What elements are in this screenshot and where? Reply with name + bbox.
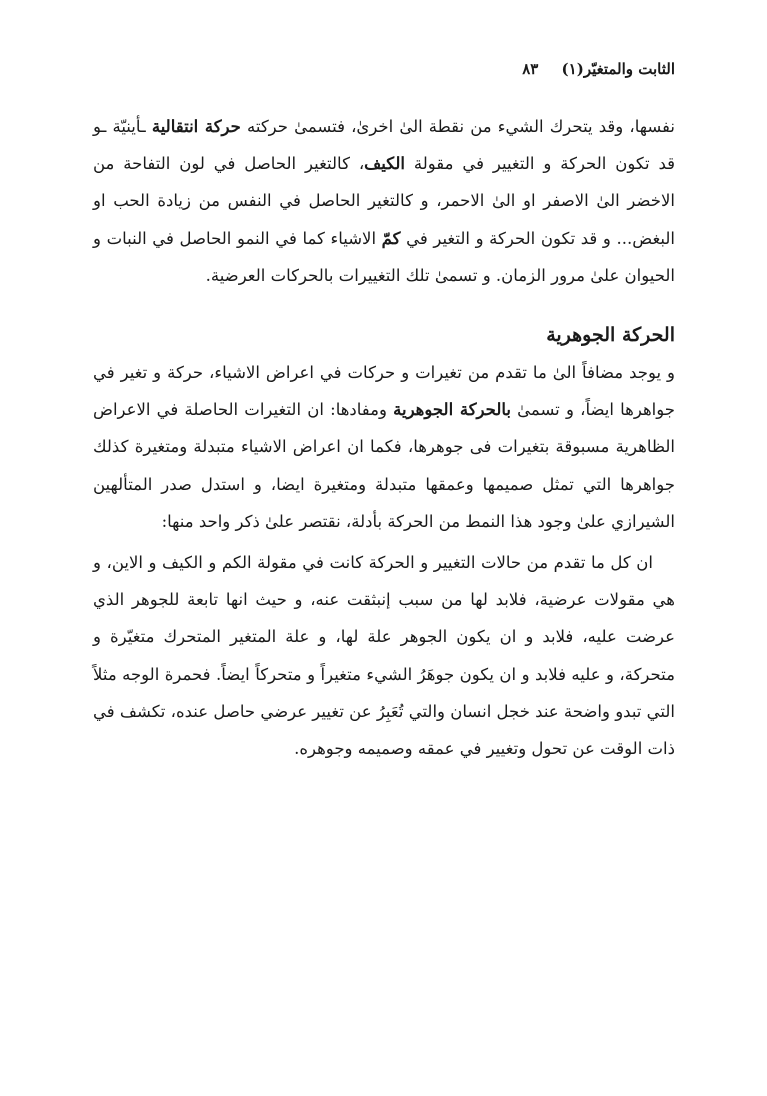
paragraph-text: ـأينيّة ـو قد تكون الحركة و التغيير في مقولة <box>93 117 675 174</box>
chapter-title: الثابت والمتغيّر(١) <box>561 60 675 78</box>
paragraph-argument: ان كل ما تقدم من حالات التغيير و الحركة كانت في مقولة الكم و الكيف و الاين، و هي مقولات عرضية، فلابد لها من سبب إنبثقت عنه، و حيث انها تابعة للجوهر الذي عرضت عليه، فلابد و ان يكون الجوهر علة لها، و علة المتغير المتحرك متغيّرة و متحركة، و عليه فلابد و ان يكون جوهَرُ الشيء متغيراً و متحركاً ايضاً. فحمرة الوجه مثلاً التي تبدو واضحة عند خجل انسان والتي تُعَبِرُ عن تغيير عرضي حاصل عنده، تكشف في ذات الوقت عن تحول وتغيير في عمقه وصميمه وجوهره. <box>93 553 675 759</box>
paragraph-text: و يوجد مضافاً الىٰ ما تقدم من تغيرات و حركات في اعراض الاشياء، حركة و تغير في جواهرها ايضاً، و تسمىٰ <box>93 363 675 420</box>
paragraph-text: نفسها، وقد يتحرك الشيء من نقطة الىٰ اخرىٰ، فتسمىٰ حركته <box>240 117 675 136</box>
paragraph-substantial-motion <box>93 354 675 540</box>
bold-term-translational-motion: حركة انتقالية <box>151 117 241 136</box>
paragraph-text: الاشياء كما في النمو الحاصل في النبات و الحيوان علىٰ مرور الزمان. و تسمىٰ تلك التغييرات بالحركات العرضية. <box>93 228 675 285</box>
section-heading: الحركة الجوهرية <box>546 324 675 347</box>
bold-term-substantial-motion: بالحركة الجوهرية <box>393 400 511 420</box>
page-number: ٨٣ <box>522 60 539 78</box>
bold-term-quantity: كمّ <box>381 228 401 248</box>
paragraph-text: ، كالتغير الحاصل في لون التفاحة من الاخضر الىٰ الاصفر او الىٰ الاحمر، و كالتغير الحاصل في النفس من زيادة الحب او البغض... و قد تكون الحركة و التغير في <box>93 154 675 248</box>
body-text <box>93 108 675 767</box>
bold-term-quality: الكيف <box>364 154 405 174</box>
running-header <box>522 60 675 78</box>
paragraph-text: ومفادها: ان التغيرات الحاصلة في الاعراض الظاهرية مسبوقة بتغيرات فى جوهرها، فكما ان اعراض الاشياء متبدلة ومتغيرة كذلك جواهرها التي تمثل صميمها وعمقها متبدلة ومتغيرة ايضا، و استدل صدر المتألهين الشيرازي علىٰ وجود هذا النمط من الحركة بأدلة، نقتصر علىٰ ذكر واحد منها: <box>93 400 675 531</box>
paragraph-accidental-motion <box>93 108 675 294</box>
